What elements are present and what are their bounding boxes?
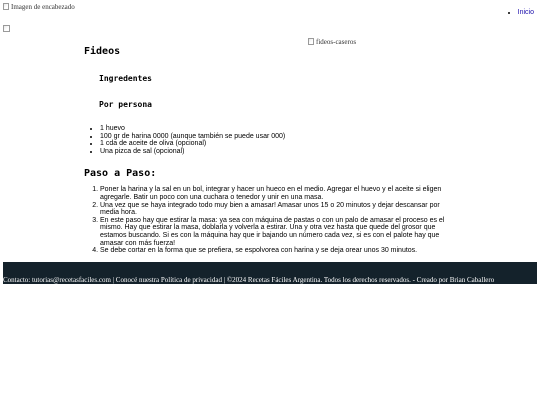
broken-image-icon xyxy=(3,3,9,10)
ingredient-item: • Una pizca de sal (opcional) xyxy=(100,148,459,156)
step-item: 2. Una vez que se haya integrado todo muy bien a amasar! Amasar unos 15 o 20 minutos y dejar descansar por media hora. xyxy=(100,202,459,217)
step-item: 1. Poner la harina y la sal en un bol, integrar y hacer un hueco en el medio. Agregar el huevo y el aceite si eligen agregarle. Batir un poco con una cuchara o tenedor y unir en una masa. xyxy=(100,186,459,201)
step-item: 4. Se debe cortar en la forma que se prefiera, se espolvorea con harina y se deja orear unos 30 minutos. xyxy=(100,247,459,255)
ingredient-item: • 1 cda de aceite de oliva (opcional) xyxy=(100,140,459,148)
site-footer xyxy=(3,262,537,284)
footer-text: Contacto: tutorias@recetasfaciles.com | Conocé nuestra Política de privacidad | ©2024 Recetas Fáciles Argentina. Todos los derechos reservados. - Creado por Brian Caballero xyxy=(3,276,495,284)
broken-image-icon xyxy=(3,25,10,32)
recipe-image xyxy=(308,38,356,46)
recipe-content xyxy=(84,46,459,255)
steps-list xyxy=(84,186,459,254)
main-nav xyxy=(508,9,534,16)
ingredient-item: • 1 huevo xyxy=(100,125,459,133)
header-image xyxy=(3,3,75,11)
header-image-alt: Imagen de encabezado xyxy=(11,3,75,11)
nav-list xyxy=(508,9,534,16)
step-item: 3. En este paso hay que estirar la masa: ya sea con máquina de pastas o con un palo de amasar el proceso es el mismo. Hay que estirar la masa, doblarla y volverla a estirar. Una y otra vez hasta que quede del grosor que estamos buscando. Si es con la máquina hay que ir bajando un número cada vez, si es con el palote hay que amasar con más fuerza! xyxy=(100,217,459,247)
broken-image-icon xyxy=(308,38,314,45)
nav-link-inicio[interactable]: Inicio xyxy=(517,9,534,16)
steps-heading: Paso a Paso: xyxy=(84,168,157,180)
ingredients-heading: Ingredentes xyxy=(99,74,152,83)
nav-item-inicio xyxy=(518,9,534,16)
logo-image xyxy=(3,25,10,32)
per-person-heading: Por persona xyxy=(99,100,152,109)
ingredient-item: • 100 gr de harina 0000 (aunque también se puede usar 000) xyxy=(100,133,459,141)
recipe-title: Fideos xyxy=(84,46,121,57)
recipe-image-alt: fideos-caseros xyxy=(316,38,357,46)
ingredients-list xyxy=(84,125,459,155)
